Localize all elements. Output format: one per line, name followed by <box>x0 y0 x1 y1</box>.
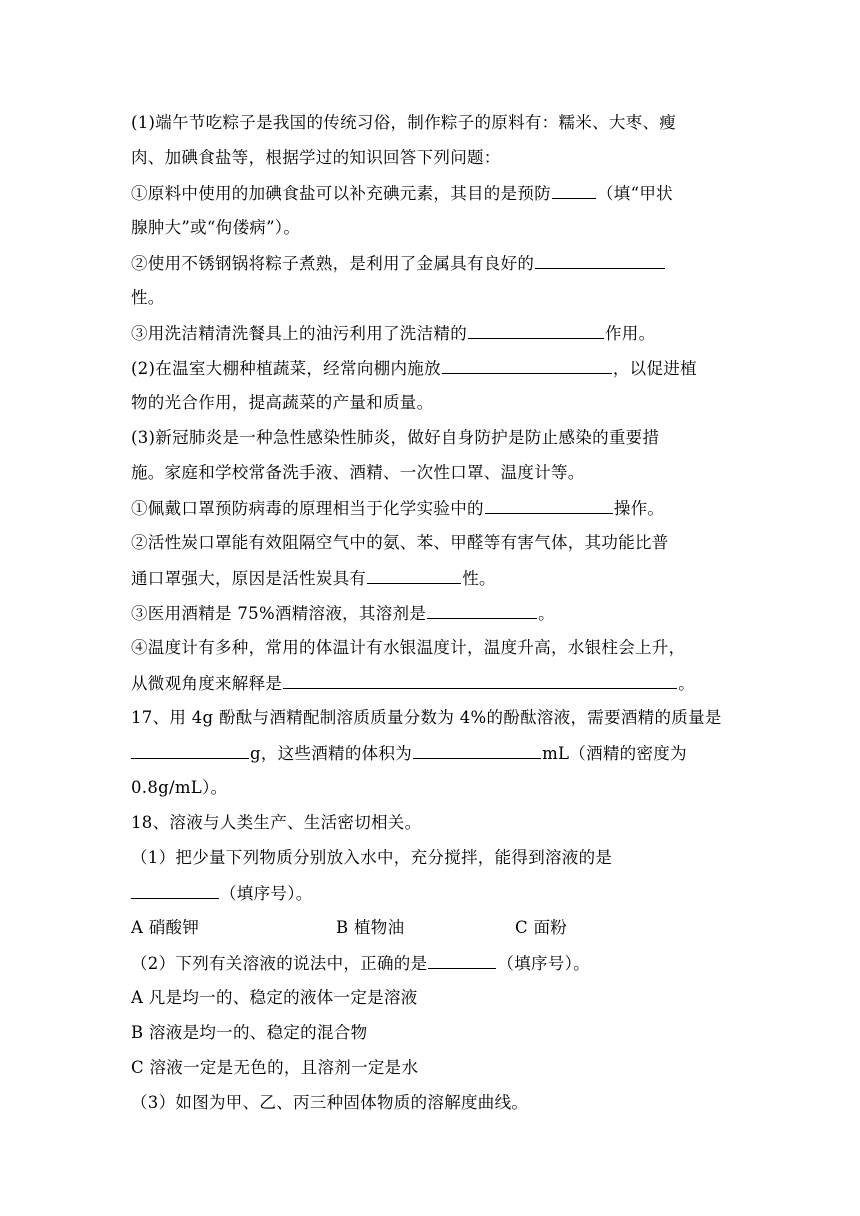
q16-item1-line1: ①原料中使用的加碘食盐可以补充碘元素，其目的是预防 （填“甲状 <box>131 180 729 206</box>
answer-blank[interactable] <box>442 355 612 374</box>
answer-blank[interactable] <box>428 950 496 969</box>
q16-part3-item4-line1: ④温度计有多种，常用的体温计有水银温度计，温度升高，水银柱会上升， <box>131 638 686 657</box>
q18-sub1-line1: （1）把少量下列物质分别放入水中，充分搅拌，能得到溶液的是 <box>131 848 613 867</box>
option-a: A 硝酸钾 <box>131 918 200 937</box>
q16-part3-item1: ①佩戴口罩预防病毒的原理相当于化学实验中的 操作。 <box>131 495 729 521</box>
answer-blank[interactable] <box>468 320 604 339</box>
q16-item3: ③用洗洁精清洗餐具上的油污利用了洗洁精的 作用。 <box>131 320 729 346</box>
q17-line3: 0.8g/mL）。 <box>131 778 228 797</box>
q16-part2-line1: (2)在温室大棚种植蔬菜，经常向棚内施放 ，以促进植 <box>131 355 729 381</box>
answer-blank[interactable] <box>413 740 541 759</box>
q18-sub2-option-b: B 溶液是均一的、稳定的混合物 <box>131 1023 368 1042</box>
q17-line1: 17、用 4g 酚酞与酒精配制溶质质量分数为 4%的酚酞溶液，需要酒精的质量是 <box>131 708 722 727</box>
q16-part1-line1: (1)端午节吃粽子是我国的传统习俗，制作粽子的原料有：糯米、大枣、瘦 <box>131 113 677 132</box>
q16-part3-line1: (3)新冠肺炎是一种急性感染性肺炎，做好自身防护是防止感染的重要措 <box>131 428 660 447</box>
answer-blank[interactable] <box>367 565 461 584</box>
q18-sub1-line2: （填序号）。 <box>131 880 729 906</box>
q18-sub3: （3）如图为甲、乙、丙三种固体物质的溶解度曲线。 <box>131 1093 529 1112</box>
q16-part3-item2-line1: ②活性炭口罩能有效阻隔空气中的氨、苯、甲醛等有害气体，其功能比普 <box>131 533 669 552</box>
answer-blank[interactable] <box>535 250 665 269</box>
option-c: C 面粉 <box>515 918 568 937</box>
q18-sub1-options <box>131 915 729 941</box>
q16-part1-line2: 肉、加碘食盐等，根据学过的知识回答下列问题： <box>131 148 501 167</box>
answer-blank[interactable] <box>131 880 219 899</box>
option-b: B 植物油 <box>336 918 405 937</box>
answer-blank[interactable] <box>485 495 613 514</box>
answer-blank[interactable] <box>131 740 249 759</box>
answer-blank[interactable] <box>283 670 677 689</box>
q16-part3-item3: ③医用酒精是 75%酒精溶液，其溶剂是 。 <box>131 600 729 626</box>
q16-item2-line2: 性。 <box>131 288 165 307</box>
q16-part3-line2: 施。家庭和学校常备洗手液、酒精、一次性口罩、温度计等。 <box>131 463 585 482</box>
q18-title: 18、溶液与人类生产、生活密切相关。 <box>131 813 422 832</box>
q16-part3-item4-line2: 从微观角度来解释是 。 <box>131 670 729 696</box>
q16-item1-line2: 腺肿大”或“佝偻病”）。 <box>131 218 301 237</box>
q16-item2-line1: ②使用不锈钢锅将粽子煮熟，是利用了金属具有良好的 <box>131 250 729 276</box>
q18-sub2: （2）下列有关溶液的说法中，正确的是 （填序号）。 <box>131 950 729 976</box>
q16-part2-line2: 物的光合作用，提高蔬菜的产量和质量。 <box>131 393 434 412</box>
q18-sub2-option-a: A 凡是均一的、稳定的液体一定是溶液 <box>131 988 418 1007</box>
q18-sub2-option-c: C 溶液一定是无色的，且溶剂一定是水 <box>131 1058 419 1077</box>
q17-line2: g，这些酒精的体积为 mL（酒精的密度为 <box>131 740 729 766</box>
q16-part3-item2-line2: 通口罩强大，原因是活性炭具有 性。 <box>131 565 729 591</box>
answer-blank[interactable] <box>552 180 596 199</box>
answer-blank[interactable] <box>427 600 537 619</box>
